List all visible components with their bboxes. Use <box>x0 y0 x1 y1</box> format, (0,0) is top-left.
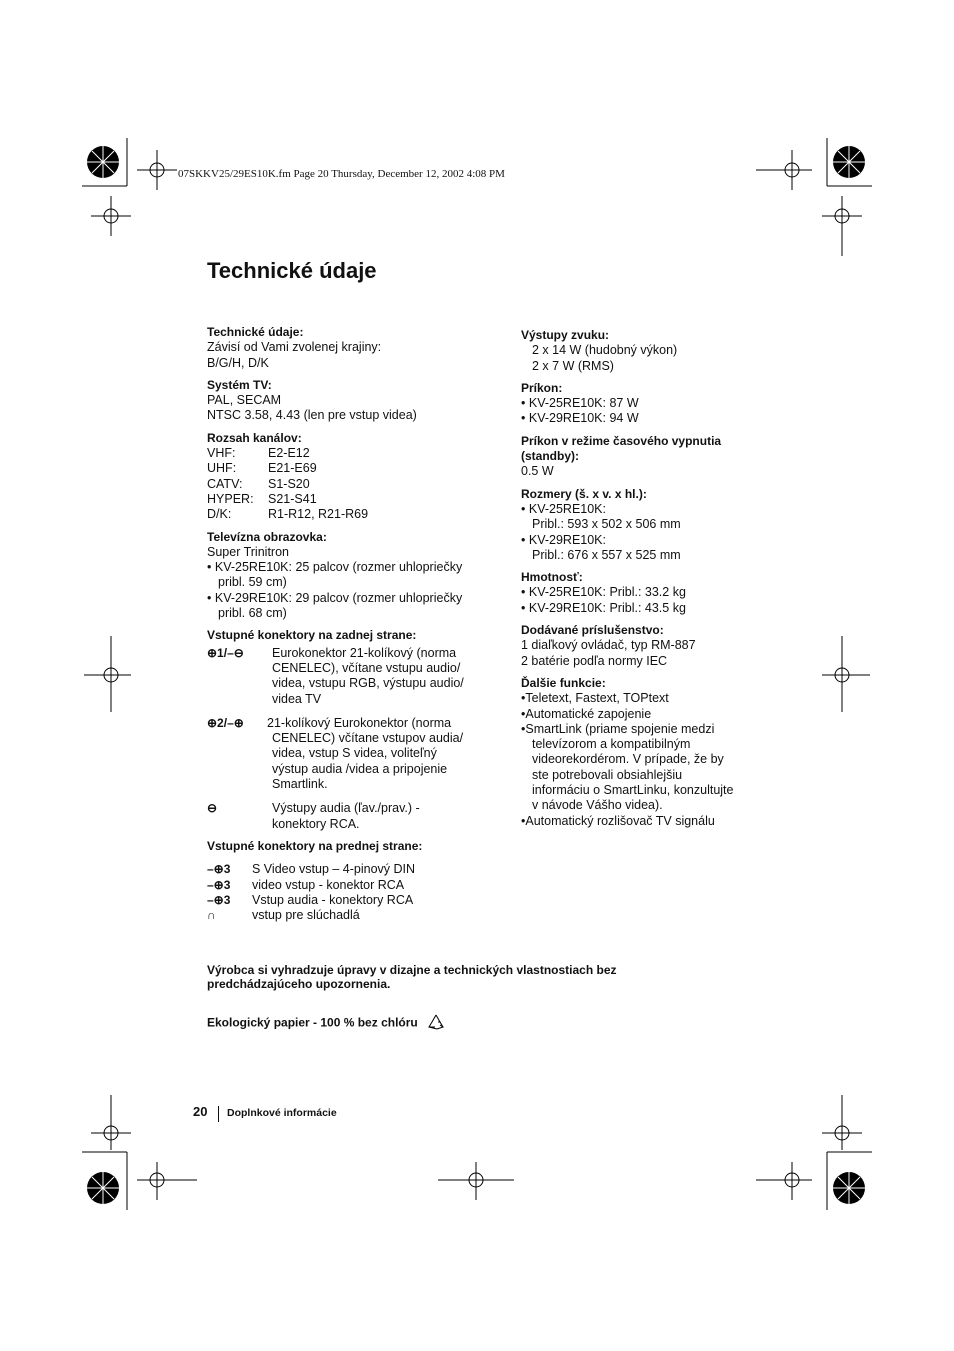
text-line: videa, vstup S videa, voliteľný <box>272 746 437 761</box>
range-row <box>207 477 497 492</box>
text-line: 21-kolíkový Eurokonektor (norma <box>267 715 452 730</box>
text-line: Výstupy audia (ľav./prav.) - <box>272 801 420 816</box>
text-line: 0.5 W <box>521 464 554 479</box>
text-line: 2 batérie podľa normy IEC <box>521 653 668 668</box>
scart-1-icon: ⊕1/–⊖ <box>207 645 244 660</box>
text-line: CENELEC) včítane vstupov audia/ <box>272 731 464 746</box>
section-rear-connectors <box>207 628 497 832</box>
section-weight <box>521 570 761 616</box>
file-info-header: 07SKKV25/29ES10K.fm Page 20 Thursday, December 12, 2002 4:08 PM <box>178 168 505 180</box>
bullet-continuation: videorekordérom. V prípade, že by <box>532 752 724 767</box>
headphones-icon: ∩ <box>207 908 216 923</box>
bullet-continuation: ste potrebovali obsiahlejšiu <box>532 767 683 782</box>
bullet-continuation: televízorom a kompatibilným <box>532 737 691 752</box>
text-line: 2 x 14 W (hudobný výkon) <box>532 343 678 358</box>
bullet-text: Teletext, Fastext, TOPtext <box>525 691 669 706</box>
bullet-text: KV-29RE10K: 94 W <box>528 411 639 426</box>
bullet-item: • KV-29RE10K: <box>521 532 606 547</box>
section-heading: (standby): <box>521 449 579 464</box>
bullet-continuation: informáciu o SmartLinku, konzultujte <box>532 783 734 798</box>
range-row <box>207 492 497 507</box>
bullet-item: •Teletext, Fastext, TOPtext <box>521 691 669 706</box>
bullet-text: KV-25RE10K: 87 W <box>528 396 639 411</box>
section-accessories <box>521 623 761 669</box>
scart-2-icon: ⊕2/–⊕ <box>207 715 244 730</box>
front-row <box>207 862 497 877</box>
connector-row <box>207 801 497 832</box>
text-line: Závisí od Vami zvolenej krajiny: <box>207 340 382 355</box>
bullet-item: •SmartLink (priame spojenie medzi <box>521 721 715 736</box>
section-front-connectors <box>207 839 497 923</box>
bullet-text: Automatický rozlišovač TV signálu <box>525 813 715 828</box>
text-line: NTSC 3.58, 4.43 (len pre vstup videa) <box>207 408 417 423</box>
text-line: predchádzajúceho upozornenia. <box>207 977 391 991</box>
text-line: CENELEC), včítane vstupu audio/ <box>272 660 461 675</box>
section-sound <box>521 328 761 374</box>
range-value: S1-S20 <box>268 476 310 491</box>
section-heading: Televízna obrazovka: <box>207 529 327 544</box>
bullet-continuation: pribl. 68 cm) <box>218 606 287 621</box>
connector-desc <box>267 716 497 792</box>
bullet-item: • KV-25RE10K: Pribl.: 33.2 kg <box>521 585 686 600</box>
bullet-text: KV-25RE10K: Pribl.: 33.2 kg <box>528 585 686 600</box>
range-row <box>207 446 497 461</box>
bullet-item: • KV-29RE10K: Pribl.: 43.5 kg <box>521 600 686 615</box>
range-value: S21-S41 <box>268 491 317 506</box>
left-column <box>207 325 497 930</box>
text-line: Smartlink. <box>272 777 328 792</box>
range-band: D/K: <box>207 507 232 522</box>
section-heading: Vstupné konektory na zadnej strane: <box>207 628 417 643</box>
footer-divider <box>218 1106 219 1122</box>
text-line: 2 x 7 W (RMS) <box>532 358 614 373</box>
footer-section: Doplnkové informácie <box>227 1107 337 1119</box>
front-desc: S Video vstup – 4-pinový DIN <box>252 862 416 877</box>
range-band: CATV: <box>207 476 243 491</box>
disclaimer-note <box>207 963 667 991</box>
range-row <box>207 461 497 476</box>
section-heading: Rozmery (š. x v. x hl.): <box>521 486 647 501</box>
range-value: R1-R12, R21-R69 <box>268 507 369 522</box>
section-heading: Príkon: <box>521 380 563 395</box>
connector-desc <box>272 801 497 832</box>
connector-desc <box>272 646 497 707</box>
bullet-text: KV-29RE10K: 29 palcov (rozmer uhlopriečky <box>214 590 463 605</box>
text-line: Eurokonektor 21-kolíkový (norma <box>272 645 457 660</box>
bullet-continuation: v návode Vášho videa). <box>532 798 663 813</box>
s-video-icon: –⊕3 <box>207 862 231 877</box>
section-heading: Ďalšie funkcie: <box>521 675 606 690</box>
section-screen <box>207 530 497 622</box>
range-row <box>207 507 497 522</box>
text-line: konektory RCA. <box>272 816 360 831</box>
bullet-text: KV-29RE10K: Pribl.: 43.5 kg <box>528 600 686 615</box>
range-band: UHF: <box>207 461 237 476</box>
front-row <box>207 893 497 908</box>
section-heading: Systém TV: <box>207 377 272 392</box>
section-channel-range <box>207 431 497 523</box>
range-value: E2-E12 <box>268 446 310 461</box>
bullet-text: SmartLink (priame spojenie medzi <box>525 721 715 736</box>
section-heading: Rozsah kanálov: <box>207 430 302 445</box>
bullet-item: • KV-29RE10K: 29 palcov (rozmer uhlopriečky <box>207 590 463 605</box>
text-line: 1 diaľkový ovládač, typ RM-887 <box>521 638 696 653</box>
text-line: výstup audia /videa a pripojenie <box>272 761 448 776</box>
text-line: Super Trinitron <box>207 544 289 559</box>
section-features <box>521 676 761 829</box>
audio-out-icon: ⊖ <box>207 801 218 816</box>
eco-paper-note <box>207 1013 445 1034</box>
text-line: B/G/H, D/K <box>207 355 269 370</box>
bullet-item: • KV-25RE10K: 25 palcov (rozmer uhlopriečky <box>207 560 463 575</box>
text-line: Výrobca si vyhradzuje úpravy v dizajne a technických vlastnostiach bez <box>207 963 617 977</box>
audio-in-icon: –⊕3 <box>207 892 231 907</box>
front-desc: vstup pre slúchadlá <box>252 908 360 923</box>
right-column <box>521 328 761 836</box>
text-line: videa TV <box>272 691 322 706</box>
section-heading: Príkon v režime časového vypnutia <box>521 433 722 448</box>
page-title: Technické údaje <box>207 258 377 283</box>
bullet-continuation: Pribl.: 676 x 557 x 525 mm <box>532 547 681 562</box>
section-standby <box>521 434 761 480</box>
page-number: 20 <box>193 1104 208 1119</box>
section-tv-system <box>207 378 497 424</box>
section-dimensions <box>521 487 761 563</box>
bullet-item: • KV-29RE10K: 94 W <box>521 411 639 426</box>
recycle-icon <box>427 1013 445 1034</box>
front-desc: Vstup audia - konektory RCA <box>252 892 414 907</box>
bullet-text: KV-29RE10K: <box>528 532 606 547</box>
section-heading: Vstupné konektory na prednej strane: <box>207 838 423 853</box>
bullet-text: KV-25RE10K: <box>528 501 606 516</box>
text-line: PAL, SECAM <box>207 393 282 408</box>
connector-row <box>207 716 497 792</box>
section-heading: Výstupy zvuku: <box>521 328 610 342</box>
range-band: VHF: <box>207 446 236 461</box>
bullet-text: Automatické zapojenie <box>525 706 652 721</box>
text-line: videa, vstupu RGB, výstupu audio/ <box>272 676 464 691</box>
front-row <box>207 908 497 923</box>
section-power <box>521 381 761 427</box>
bullet-continuation: Pribl.: 593 x 502 x 506 mm <box>532 517 681 532</box>
video-in-icon: –⊕3 <box>207 877 231 892</box>
front-row <box>207 878 497 893</box>
section-heading: Technické údaje: <box>207 325 304 339</box>
bullet-item: •Automatické zapojenie <box>521 706 652 721</box>
range-band: HYPER: <box>207 491 254 506</box>
section-heading: Hmotnosť: <box>521 570 583 585</box>
bullet-item: • KV-25RE10K: 87 W <box>521 396 639 411</box>
bullet-item: •Automatický rozlišovač TV signálu <box>521 813 715 828</box>
connector-row <box>207 646 497 707</box>
bullet-item: • KV-25RE10K: <box>521 501 606 516</box>
section-heading: Dodávané príslušenstvo: <box>521 623 664 638</box>
bullet-continuation: pribl. 59 cm) <box>218 575 287 590</box>
range-value: E21-E69 <box>268 461 317 476</box>
section-tech <box>207 325 497 371</box>
bullet-text: KV-25RE10K: 25 palcov (rozmer uhlopriečky <box>214 560 463 575</box>
front-desc: video vstup - konektor RCA <box>252 877 405 892</box>
eco-text: Ekologický papier - 100 % bez chlóru <box>207 1015 418 1030</box>
